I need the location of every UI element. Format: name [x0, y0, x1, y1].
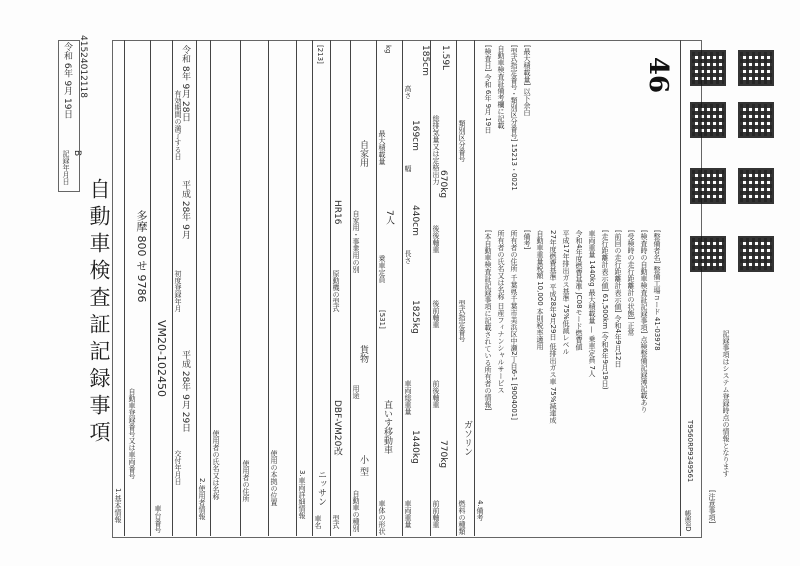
width-value: 169cm — [410, 120, 420, 151]
base-location-label: 使用の本拠の位置 — [270, 450, 278, 506]
issue-label: 交付年月日 — [174, 450, 182, 485]
front-axle-label: 前前軸重 — [432, 500, 440, 528]
use-value: 貨物 — [358, 345, 368, 363]
kind-value: 小 型 — [358, 455, 368, 476]
user-name-label: 使用者の氏名又は名称 — [212, 430, 220, 500]
type-number-label: 型式指定番号 — [458, 300, 466, 342]
rear-axle-label: 後後軸重 — [432, 225, 440, 253]
handwritten-sheet-number: 46 — [643, 56, 674, 94]
reg-value: 多摩 800 せ 9786 — [135, 210, 148, 303]
engine-label: 原動機の型式 — [332, 270, 340, 312]
section1-heading: 1.基本情報 — [114, 488, 122, 523]
right-note-line: [最大積載量] 以下余白 — [523, 45, 531, 116]
private-value: 自家用 — [358, 140, 368, 167]
shape-value: 直いす移動車 — [382, 400, 392, 454]
length-value: 440cm — [410, 205, 420, 236]
height-label: 高さ — [404, 85, 412, 99]
front-rear-axle-label: 前後軸重 — [432, 380, 440, 408]
note-line: 所有者の氏名又は名称 日産フィナンシャルサービス — [497, 230, 505, 394]
shape-label: 車体の形状 — [378, 500, 386, 535]
user-address-label: 使用者の住所 — [242, 460, 250, 502]
use-label: 用途 — [352, 385, 360, 399]
length-label: 長さ — [404, 250, 412, 264]
model-label: 型式 — [332, 515, 340, 529]
gross-value: 1825kg — [410, 300, 420, 334]
displacement-value: 1.59L — [440, 45, 450, 71]
form-id-label: 帳票ID — [684, 510, 692, 532]
first-reg-value: 平成 28年 9月 — [180, 180, 190, 239]
weight-value: 1440kg — [410, 430, 420, 464]
reg-label: 自動車登録番号又は車両番号 — [128, 388, 136, 479]
note-line: 所有者の住所 千葉県千葉市美浜区中瀬2丁目6-1 [9004001] — [510, 230, 518, 420]
note-line: 令和4年度燃費基準 JC08モード燃費値 — [575, 230, 583, 351]
expiry-label: 有効期間の満了する日 — [174, 90, 182, 160]
rear-axle-value: 670kg — [438, 170, 448, 199]
gross-label: 車両総重量 — [404, 380, 412, 415]
footer-label: [注意事項] — [708, 490, 716, 524]
shape-code: [531] — [378, 310, 386, 329]
max-load-label: 最大積載量 — [378, 130, 386, 165]
qr-code-icon — [690, 50, 726, 86]
qr-code-icon — [738, 50, 774, 86]
front-axle-value: 770kg — [438, 440, 448, 469]
section3-heading: 3.車両詳細情報 — [298, 470, 306, 519]
class-number-label: 類別区分番号 — [458, 120, 466, 162]
note-line: 27年度燃費基準 平成28年9月29日 低排出ガス車 75%減達成 — [549, 230, 557, 424]
qr-code-icon — [690, 102, 726, 138]
note-line: [備考] — [523, 230, 531, 250]
record-date-value: 令和 6年 9月 19日 — [62, 42, 72, 119]
note-line: [検査時の自動車検査証記録事項] 点検整備記録簿記載あり — [640, 230, 648, 413]
note-line: [整備者名] 整備工場コード 41-03978 — [653, 230, 661, 351]
document-number: 41524012118 — [78, 35, 88, 98]
section2-heading: 2.使用者情報 — [198, 478, 206, 520]
engine-value: HR16 — [332, 200, 342, 225]
first-reg-label: 初度登録年月 — [174, 270, 182, 312]
model-value: DBF-VM20改 — [332, 400, 342, 456]
note-line: 車両重量 1440kg 最大積載量 — 乗車定員 7人 — [588, 230, 596, 377]
qr-code-icon — [690, 168, 726, 204]
issue-value: 平成 28年 9月 29日 — [180, 350, 190, 433]
displacement-label: 総排気量又は定格出力 — [432, 115, 440, 185]
note-line: [前回の走行距離計表示値] 令和4年9月12日 — [614, 230, 622, 368]
weight-label: 車両重量 — [404, 500, 412, 528]
fuel-value: ガソリン — [462, 420, 472, 456]
vin-label: 車台番号 — [154, 505, 162, 533]
qr-code-icon — [690, 236, 726, 272]
note-line: 平成17年排出ガス基準 75%低減レベル — [562, 230, 570, 355]
capacity-value: 7人 — [384, 210, 394, 225]
width-label: 幅 — [404, 165, 412, 172]
private-label: 自家用・事業用の別 — [352, 210, 360, 273]
max-load-value: kg — [384, 45, 392, 54]
right-note-line: [検査日] 令和 6年 9月 19日 — [484, 45, 492, 134]
qr-code-icon — [738, 236, 774, 272]
type-code: B — [72, 150, 82, 157]
form-id-value: T9560RP9349561 — [686, 420, 694, 483]
note-line: [走行距離計表示値] 61,500km (令和6年9月19日) — [601, 230, 609, 390]
maker-value: ニッサン — [316, 470, 326, 506]
record-date-label: 記録年月日 — [62, 150, 70, 185]
qr-code-icon — [738, 102, 774, 138]
note-line: 自動車重量税額 10,000 本則税率適用 — [536, 230, 544, 350]
right-note-line: 自動車検査証備考欄に記載 — [497, 45, 505, 129]
section4-heading: 4.備考 — [476, 500, 484, 521]
qr-code-icon — [738, 168, 774, 204]
note-line: [本自動車検査証記録事項に記載されている所有者の情報] — [484, 230, 492, 411]
height-value: 185cm — [420, 45, 430, 76]
note-line: [受検時の走行距離計の状態] 正常 — [627, 230, 635, 336]
vin-value: VM20-102450 — [155, 320, 168, 397]
maker-code: [213] — [316, 45, 324, 64]
maker-label: 車名 — [314, 515, 322, 529]
kind-label: 自動車の種別 — [352, 490, 360, 532]
capacity-label: 乗車定員 — [378, 255, 386, 283]
footer-text: 記録事項はシステム登録時点の情報となります — [722, 330, 730, 477]
right-note-line: [型式指定番号・類別区分番号] 15213・0021 — [510, 45, 518, 191]
document-title: 自動車検査証記録事項 — [87, 178, 111, 448]
expiry-value: 令和 8年 9月 28日 — [180, 45, 190, 122]
rear-front-axle-label: 後前軸重 — [432, 300, 440, 328]
fuel-label: 燃料の種類 — [458, 500, 466, 535]
